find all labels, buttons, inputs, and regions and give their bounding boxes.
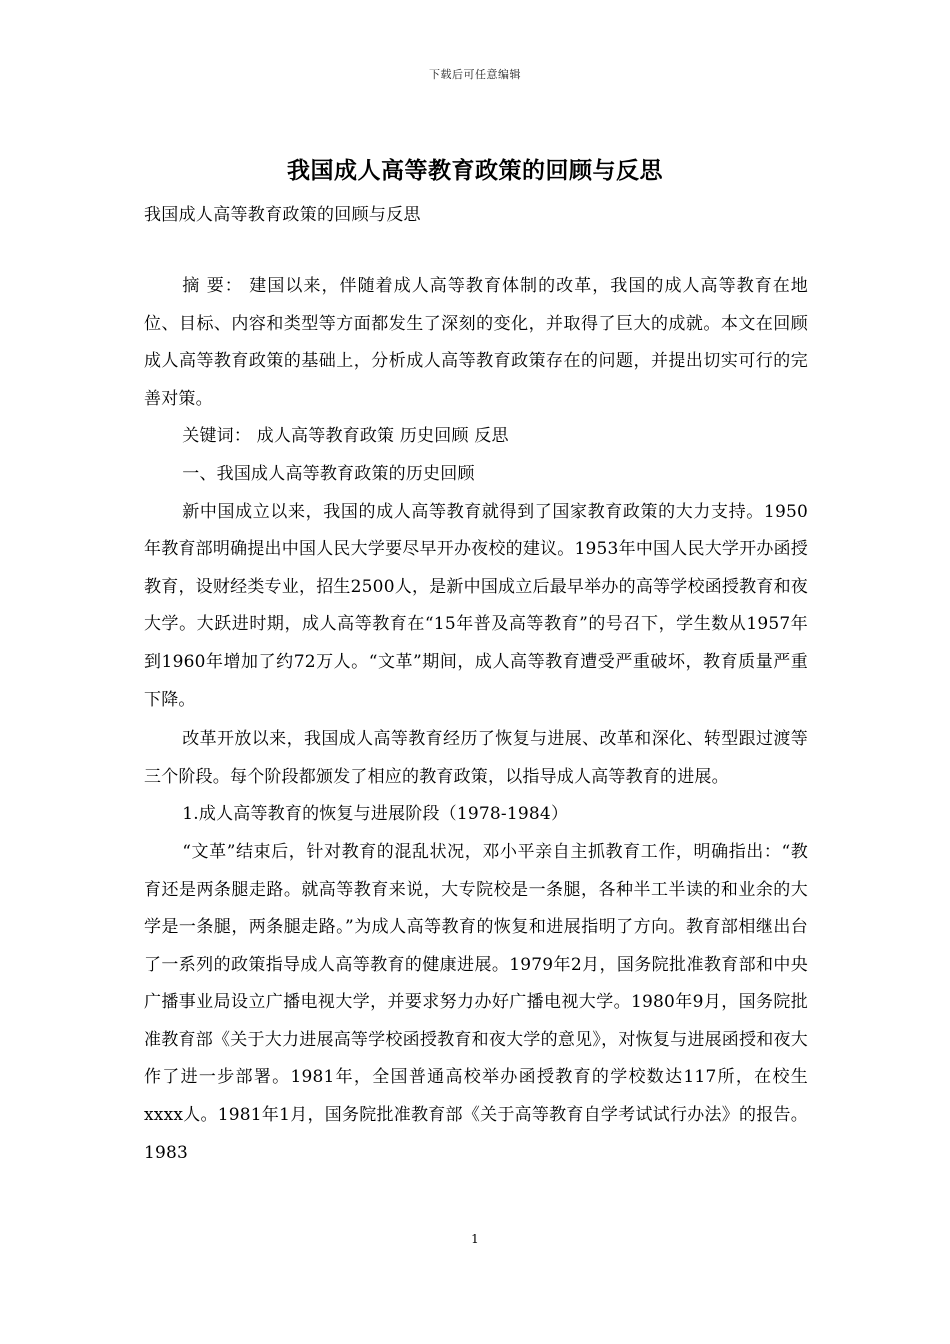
page-number: 1 [471,1232,479,1246]
keywords-paragraph: 关键词： 成人高等教育政策 历史回顾 反思 [182,426,509,447]
body-paragraph: “文革”结束后，针对教育的混乱状况，邓小平亲自主抓教育工作，明确指出：“教育还是两条腿走路。就高等教育来说，大专院校是一条腿，各种半工半读的和业余的大学是一条腿，两条腿走路。”为成人高等教育的恢复和进展指明了方向。教育部相继出台了一系列的政策指导成人高等教育的健康进展。1979年2月，国务院批准教育部和中央广播事业局设立广播电视大学，并要求努力办好广播电视大学。1980年9月，国务院批准教育部《关于大力进展高等学校函授教育和夜大学的意见》，对恢复与进展函授和夜大作了进一步部署。1981年，全国普通高校举办函授教育的学校数达117所，在校生xxxx人。1981年1月，国务院批准教育部《关于高等教育自学考试试行办法》的报告。1983 [144,841,808,1163]
document-subtitle: 我国成人高等教育政策的回顾与反思 [144,205,421,225]
document-body [144,268,808,1172]
body-paragraph: 新中国成立以来，我国的成人高等教育就得到了国家教育政策的大力支持。1950年教育部明确提出中国人民大学要尽早开办夜校的建议。1953年中国人民大学开办函授教育，设财经类专业，招生2500人，是新中国成立后最早举办的高等学校函授教育和夜大学。大跃进时期，成人高等教育在“15年普及高等教育”的号召下，学生数从1957年到1960年增加了约72万人。“文革”期间，成人高等教育遭受严重破坏，教育质量严重下降。 [144,501,808,710]
document-title: 我国成人高等教育政策的回顾与反思 [287,157,663,184]
header-note: 下载后可任意编辑 [429,68,521,81]
abstract-paragraph: 摘 要： 建国以来，伴随着成人高等教育体制的改革，我国的成人高等教育在地位、目标、内容和类型等方面都发生了深刻的变化，并取得了巨大的成就。本文在回顾成人高等教育政策的基础上，分析成人高等教育政策存在的问题，并提出切实可行的完善对策。 [144,276,808,409]
section-heading: 一、我国成人高等教育政策的历史回顾 [182,463,475,484]
subsection-heading: 1.成人高等教育的恢复与进展阶段（1978-1984） [182,804,569,825]
body-paragraph: 改革开放以来，我国成人高等教育经历了恢复与进展、改革和深化、转型跟过渡等三个阶段。每个阶段都颁发了相应的教育政策，以指导成人高等教育的进展。 [144,729,808,787]
